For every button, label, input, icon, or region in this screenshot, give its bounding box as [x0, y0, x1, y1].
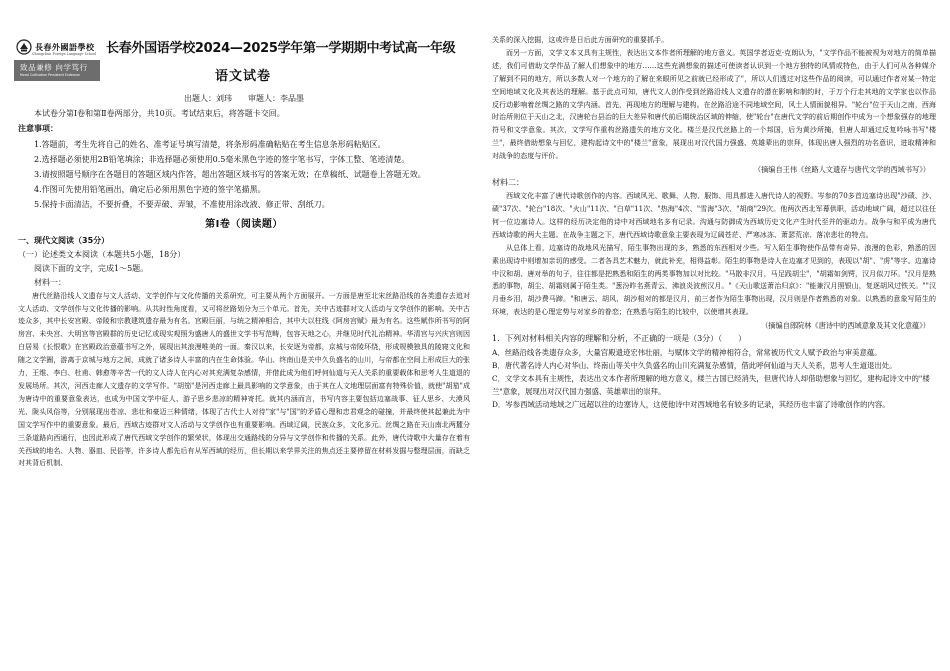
section-heading: 一、现代文阅读（35分）: [18, 235, 110, 245]
exam-meta: [18, 91, 470, 470]
notice-item: 4.作图可先使用铅笔画出，确定后必须用黑色字迹的签字笔描黑。: [34, 185, 266, 195]
notice-item: 2.选择题必须使用2B铅笔填涂；非选择题必须使用0.5毫米黑色字迹的签字笔书写，字体工整、笔迹清楚。: [34, 154, 410, 164]
material-label: 材料一：: [34, 277, 66, 287]
material1-paragraph-2: 而另一方面，文学文本又具有主规性，表达出文本作者所理解的地方意义。英国学者迈克·克朗认为，"文学作品不能被视为对地方的简单描述，我们可借助文学作品了解人们想象中的地方……这些充满想象的描述可使读者认识到一个地方独特的风情或特色，由于人们可从各种媒介了解到不同的地方，所以多数人对一个地方的了解在来眼所见之前就已经形成了"，所以人们透过对这些作品的阅读，可以通过作者对某一特定空间地域文化及其表达的理解。基于此点可知，唐代文人创作受到丝路沿线人文遗存的潜在影响和制约时，于万个行走其地的文学家也以作品反行动影响着丝绸之路的文学内涵。首先，再现地方的理解与建构。在丝路沿途不同地域空间，风土人情面貌相异。"轮台"位于天山之南，西海时治所则位于天山之北，汉唐轮台县治的巨大差异和唐代前后期统治区域的伸缩，使"轮台"在唐代文学的前后期创作中成为一个想象强存的地理符号和文学意象。其次，文学写作重构丝路遗失的地方文化。楼兰是汉代丝路上的一个邦国，后为黄沙所掩，但唐人却通过反复吟咏书写"楼兰"，最终借助想象与回忆，建构起诗文中的"楼兰"意象，展现出对汉代国力强盛、英雄辈出的崇拜，体现出唐人强烈的功名意识，进取精神和对战争的态度与评价。: [492, 48, 936, 161]
school-emblem-icon: [16, 39, 32, 55]
material1-paragraph: 唐代丝路沿线人文遗存与文人活动、文学创作与文化传播的关系研究，可主要从两个方面展开。一方面是唐至北宋丝路沿线的各类遗存去追对文人活动、文学创作与文化传播的影响。从共时性角度看，又可将丝路划分为三个单元。首先，关中古迹群对文人活动与文学创作的影响。关中古迹众多，其中长安宫殿、帝陵和宗教建筑遗存最为有名。宫殿巨丽，与统之精神相合，其中大以柱线《阿房宫赋》最为有名。这些赋作所书写的阿房宫、未央宫、大明宫等宫殿群的历史记忆或现实观照为盛唐人的盛世文学书写范畴，包容天地之心，并继见时代礼治精神。华清宫与兴庆宫则因白居易《长恨歌》在宫殿政治意蕴书写之外，展现出其浪漫唯美的一面。秦汉以来，长安逐为帝都，京城与帝陵环绕，形成规模独具的陵寝文化和随之文学圈，游离于京城与地方之间，成就了诸多诗人丰富的内在生命体验。华山、终南山是关中久负盛名的山川，与帝都在空间上形成巨大的张力，王维、李白、杜甫、韩愈等辛苦一代的文人诗人在内心对其充满复杂感情，并借此成为他们呼何仙道与天人关系的重要载体和思考人生道退的发展场所。其次，河西走廊人文遗存的文学写作。"胡笳"是河西走廊上最具影响的文学意象，由于其在人文地理层面富有特殊价值，就使"胡笳"成为唐诗中的重要意象表达，也成为中国文学中征人、游子思乡悲凉的精神寄托。就其内涵而言，书写内容主要包括边塞战事、征人思乡、大漠风光、陇头风俗等，分别展现出苍凉、悲壮和豪迈三种情绪，体现了古代士人对待"家"与"国"的矛盾心理和忠君观念的碰撞，并最终使其起兼此为中国文学写作中的重要意象。最后，西域古迹群对文人活动与文学创作也有重要影响。西域辽阔，民族众多，文化多元。丝绸之路在天山南北两麓分三条道路向西通行，也因此形成了唐代西域文学创作的繁荣状，体现出交通路线的分异与文学创作和传播的关系。此外，唐代诗歌中大量存在着有关西域的地名、人物、器皿、民俗等，许多诗人都先后有从军西域的经历，但长期以来学界关注的焦点还主要停留在材料发掘与整理层面，而缺乏对其背后机制、: [18, 291, 470, 468]
question-option: A．丝路沿线各类遗存众多，大量宫殿遗迹宏伟壮丽，与赋体文学的精神相符合，常常被历代文人赋予政治与审美意蕴。: [492, 348, 882, 358]
logo-motto-en: Moral Cultivation Persistent Endeavor: [20, 73, 80, 77]
source-citation: （摘编自郎院林《唐诗中的西域意象及其文化意蕴》）: [761, 321, 930, 331]
volume-title: 第Ⅰ卷（阅读题）: [205, 218, 283, 230]
notice-item: 1.答题前，考生先将自己的姓名、准考证号填写清楚，将条形码准确粘贴在考生信息条形码粘贴区。: [34, 139, 386, 149]
reading-instruction: 阅读下面的文字，完成1～5题。: [34, 263, 149, 273]
logo-motto: 致品兼修 向学笃行: [20, 63, 88, 72]
exam-intro: 本试卷分第Ⅰ卷和第Ⅱ卷两部分，共10页。考试结束后，将答题卡交回。: [34, 109, 285, 119]
notice-item: 5.保持卡面清洁，不要折叠，不要弄破、弄皱，不准使用涂改液、修正带、刮纸刀。: [34, 200, 330, 210]
exam-title: 长春外国语学校2024—2025学年第一学期期中考试高一年级: [106, 41, 456, 56]
notice-title: 注意事项：: [18, 124, 58, 134]
source-citation: （摘编自王伟《丝路人文遗存与唐代文学的西域书写》）: [753, 165, 930, 175]
material1-continuation: 关系的深入挖掘，这或许是日后此方面研究的重要抓手。: [492, 36, 669, 44]
question-stem: 1．下列对材料相关内容的理解和分析，不正确的一项是（3分）（ ）: [492, 334, 747, 344]
material2-paragraph: 西域文化丰富了唐代诗歌创作的内容。西域风光、歌舞、人物、服饰、用具都进入唐代诗人的视野。岑参的70多首边塞诗出现"沙碛、沙、碛"37次、"轮台"18次、"火山"11次、"白草"11次、"热海"4次、"雪海"3次、"胡商"29次。他两次西北军幕供职，活动地域广阔，超过以往任何一位边塞诗人。这样的经历决定他的诗中对西域地名多有记录。沟通与防御成为西域历史文化产生时代至并的驱动力。战争与和平成为唐代西域诗歌的两大主题。在战争主题之下，唐代西域诗歌意象主要表现为辽阔苍茫、严寒冰冻、萧瑟荒凉、落凉悲壮的特点。: [492, 192, 936, 239]
subsection-heading: （一）论述类文本阅读（本题共5小题，18分）: [18, 249, 186, 259]
logo-school-name: 長春外國語學校: [35, 41, 95, 52]
question-option: B．唐代著名诗人内心对华山、终南山等关中久负盛名的山川充满复杂感情，借此呼何仙道与天人关系，思考人生道退出处。: [492, 361, 897, 371]
question-option: C．文学文本具有主规性，表达出文本作者所理解的地方意义，楼兰古国已经消失，但唐代诗人却借助想象与回忆，建构起诗文中的"楼兰"意象，展现出对汉代国力强盛、英雄辈出的崇拜。: [492, 374, 930, 397]
material-label: 材料二：: [492, 178, 524, 188]
notice-item: 3.请按照题号顺序在各题目的答题区域内作答，超出答题区域书写的答案无效；在草稿纸、试题卷上答题无效。: [34, 170, 426, 180]
logo-school-name-en: Changchun Foreign Language School: [32, 52, 97, 56]
subject-title: 语文试卷: [214, 69, 271, 84]
author-line: 出题人：刘玮 审题人：李品墨: [184, 94, 304, 103]
question-option: D．岑参西域活动地域之广远超以往的边塞诗人，这使他诗中对西域地名有较多的记录，其经历也丰富了诗歌创作的内容。: [492, 400, 890, 410]
material2-paragraph: 从总体上看，边塞诗的战地风光描写，陌生事物出现的多，熟悉的东西相对少些。写入陌生事物使作品带有奇异、浪漫的色彩，熟悉的因素出现诗中则增加亲切的感受。二者各具艺术魅力，就此补充，相得益彰。陌生的事物是诗人在边塞才见到的，表现以"胡"、"虏"等字。边塞诗中汉和胡、唐对举的句子，往往都是把熟悉和陌生的两类事物加以对比较。"马散非汉月，马足践胡尘"，"胡霜如剑锷，汉月似刀环。"汉月是熟悉的事物，胡尘、胡霜则属于陌生类。"葱汾昨名燕青云，沸浪炎波煎汉月。"《天山歌送萧治归京》："能兼汉月照银山，复逐胡风过铁关。""汉月垂乡泪，胡沙费马蹄。"和唐云、胡风、胡沙相对的都是汉月，前三者作为陌生事物出现，汉月则是作者熟悉的对象。以熟悉的意象写陌生的环境，表达的是心理定势与对家乡的眷恋；在熟悉与陌生的比较中，以使增其表现。: [492, 243, 936, 317]
right-column: [492, 34, 936, 411]
exam-header: [14, 32, 472, 84]
